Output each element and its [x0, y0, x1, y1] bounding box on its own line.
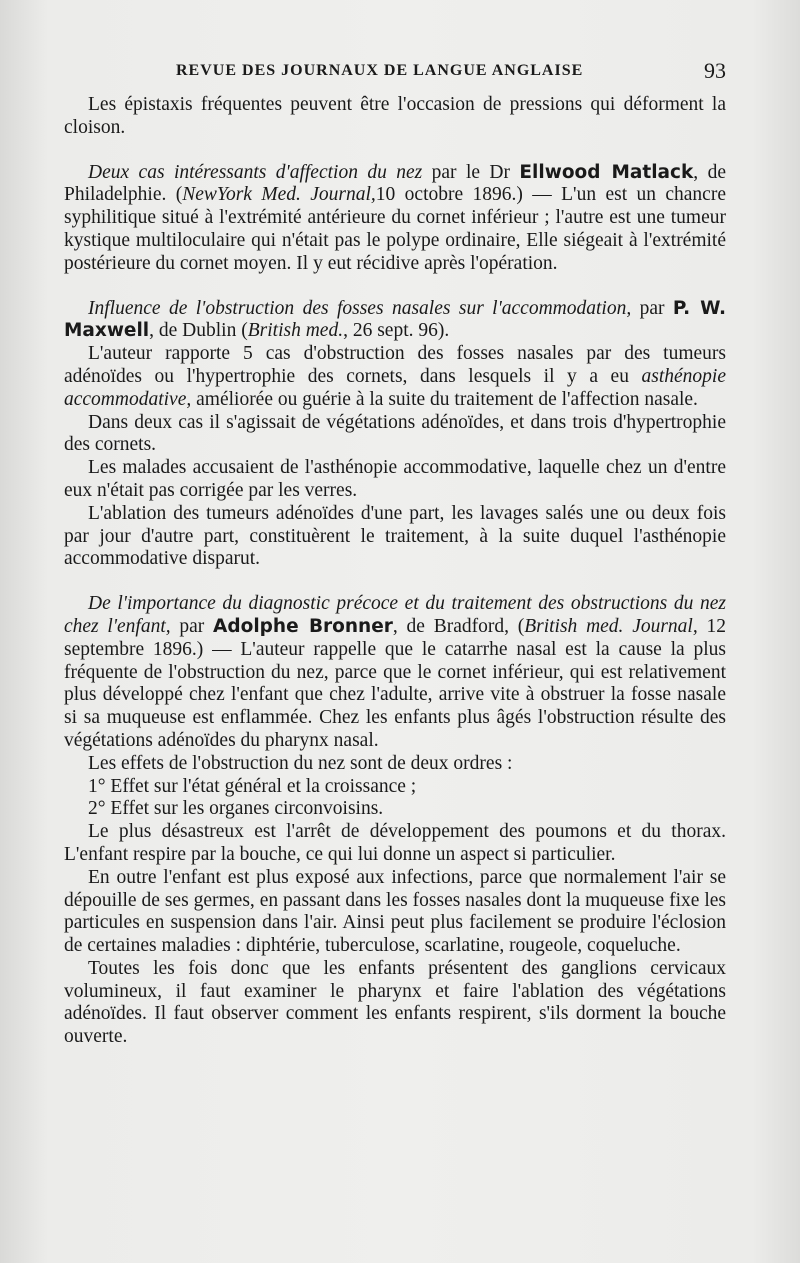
paragraph-text: L'auteur rapporte 5 cas d'obstruction des fosses nasales par des tumeurs adénoïdes ou l'hypertrophie des cornets, dans lesquels il y a eu: [64, 343, 726, 387]
article-text: par le Dr: [422, 161, 520, 183]
journal-name: NewYork Med. Journal,: [182, 184, 376, 206]
article-matlack: [64, 162, 726, 276]
page-header: [64, 60, 726, 90]
article-text: , de Dublin (: [149, 320, 248, 342]
paragraph-infections: En outre l'enfant est plus exposé aux infections, parce que normalement l'air se dépouille de ses germes, en passant dans les fosses nasales dont la muqueuse fixe les particules en suspension dans l'air. Ainsi peut plus facilement se produire l'éclosion de certaines maladies : diphtérie, tuberculose, scarlatine, rougeole, coqueluche.: [64, 866, 726, 957]
article-title: Influence de l'obstruction des fosses nasales sur l'accommodation,: [88, 297, 632, 319]
list-item-1: 1° Effet sur l'état général et la croissance ;: [88, 775, 417, 797]
author-name: Adolphe Bronner: [213, 615, 393, 637]
paragraph-epistaxis: Les épistaxis fréquentes peuvent être l'occasion de pressions qui déforment la cloison.: [64, 94, 726, 138]
author-name: Ellwood Matlack: [519, 161, 694, 183]
article-text: 12 septembre 1896.) — L'auteur rappelle que le catarrhe nasal est la cause la plus fréquente de l'obstruction du nez, parce que le cornet inférieur, qui est relativement plus développé chez l'enfant que chez l'adulte, arrive vite à obstruer la fosse nasale si sa muqueuse est enflammée. Chez les enfants plus âgés l'obstruction résulte des végétations adénoïdes du pharynx nasal.: [64, 615, 726, 751]
article-text: , de Philadelphie. (: [64, 161, 726, 206]
article-text: par: [170, 615, 214, 637]
article-title: De l'importance du diagnostic précoce et du traitement des obstructions du nez chez l'enfant,: [64, 593, 726, 637]
author-name: P. W. Maxwell: [64, 297, 727, 342]
body-text: [64, 94, 726, 1049]
emphasis-text: asthénopie accommodative,: [64, 365, 726, 410]
journal-name: British med. Journal,: [524, 615, 698, 637]
running-head: REVUE DES JOURNAUX DE LANGUE ANGLAISE: [176, 62, 584, 79]
paragraph-ganglions: Toutes les fois donc que les enfants présentent des ganglions cervicaux volumineux, il faut examiner le pharynx et faire l'ablation des végétations adénoïdes. Il faut observer comment les enfants respirent, s'ils dorment la bouche ouverte.: [64, 957, 726, 1048]
paragraph-desastreux: Le plus désastreux est l'arrêt de développement des poumons et du thorax. L'enfant respire par la bouche, ce qui lui donne un aspect si particulier.: [64, 821, 726, 865]
article-text: , 26 sept. 96).: [343, 320, 450, 342]
article-text: par: [631, 297, 673, 319]
paragraph-malades: Les malades accusaient de l'asthénopie accommodative, laquelle chez un d'entre eux n'était pas corrigée par les verres.: [64, 457, 726, 501]
page-number: 93: [704, 58, 726, 83]
paragraph-text: améliorée ou guérie à la suite du traitement de l'affection nasale.: [191, 388, 698, 410]
paragraph-ablation: L'ablation des tumeurs adénoïdes d'une part, les lavages salés une ou deux fois par jour d'autre part, constituèrent le traitement, à la suite duquel l'asthénopie accommodative disparut.: [64, 502, 726, 570]
article-title: Deux cas intéressants d'affection du nez: [88, 161, 423, 183]
article-bronner: [64, 593, 726, 753]
paragraph-deux-cas: Dans deux cas il s'agissait de végétations adénoïdes, et dans trois d'hypertrophie des cornets.: [64, 411, 726, 456]
paragraph-effets: Les effets de l'obstruction du nez sont de deux ordres :: [88, 752, 513, 774]
article-maxwell: [64, 298, 726, 344]
list-item-2: 2° Effet sur les organes circonvoisins.: [88, 798, 384, 820]
article-text: 10 octobre 1896.) — L'un est un chancre syphilitique situé à l'extrémité antérieure du cornet inférieur ; l'autre est une tumeur kystique multiloculaire qui n'était pas le polype ordinaire, Elle siégeait à l'extrémité postérieure du cornet moyen. Il y eut récidive après l'opération.: [64, 184, 726, 274]
paragraph-asthenopie: [64, 343, 726, 411]
article-text: , de Bradford, (: [392, 615, 525, 637]
journal-name: British med.: [247, 320, 344, 342]
